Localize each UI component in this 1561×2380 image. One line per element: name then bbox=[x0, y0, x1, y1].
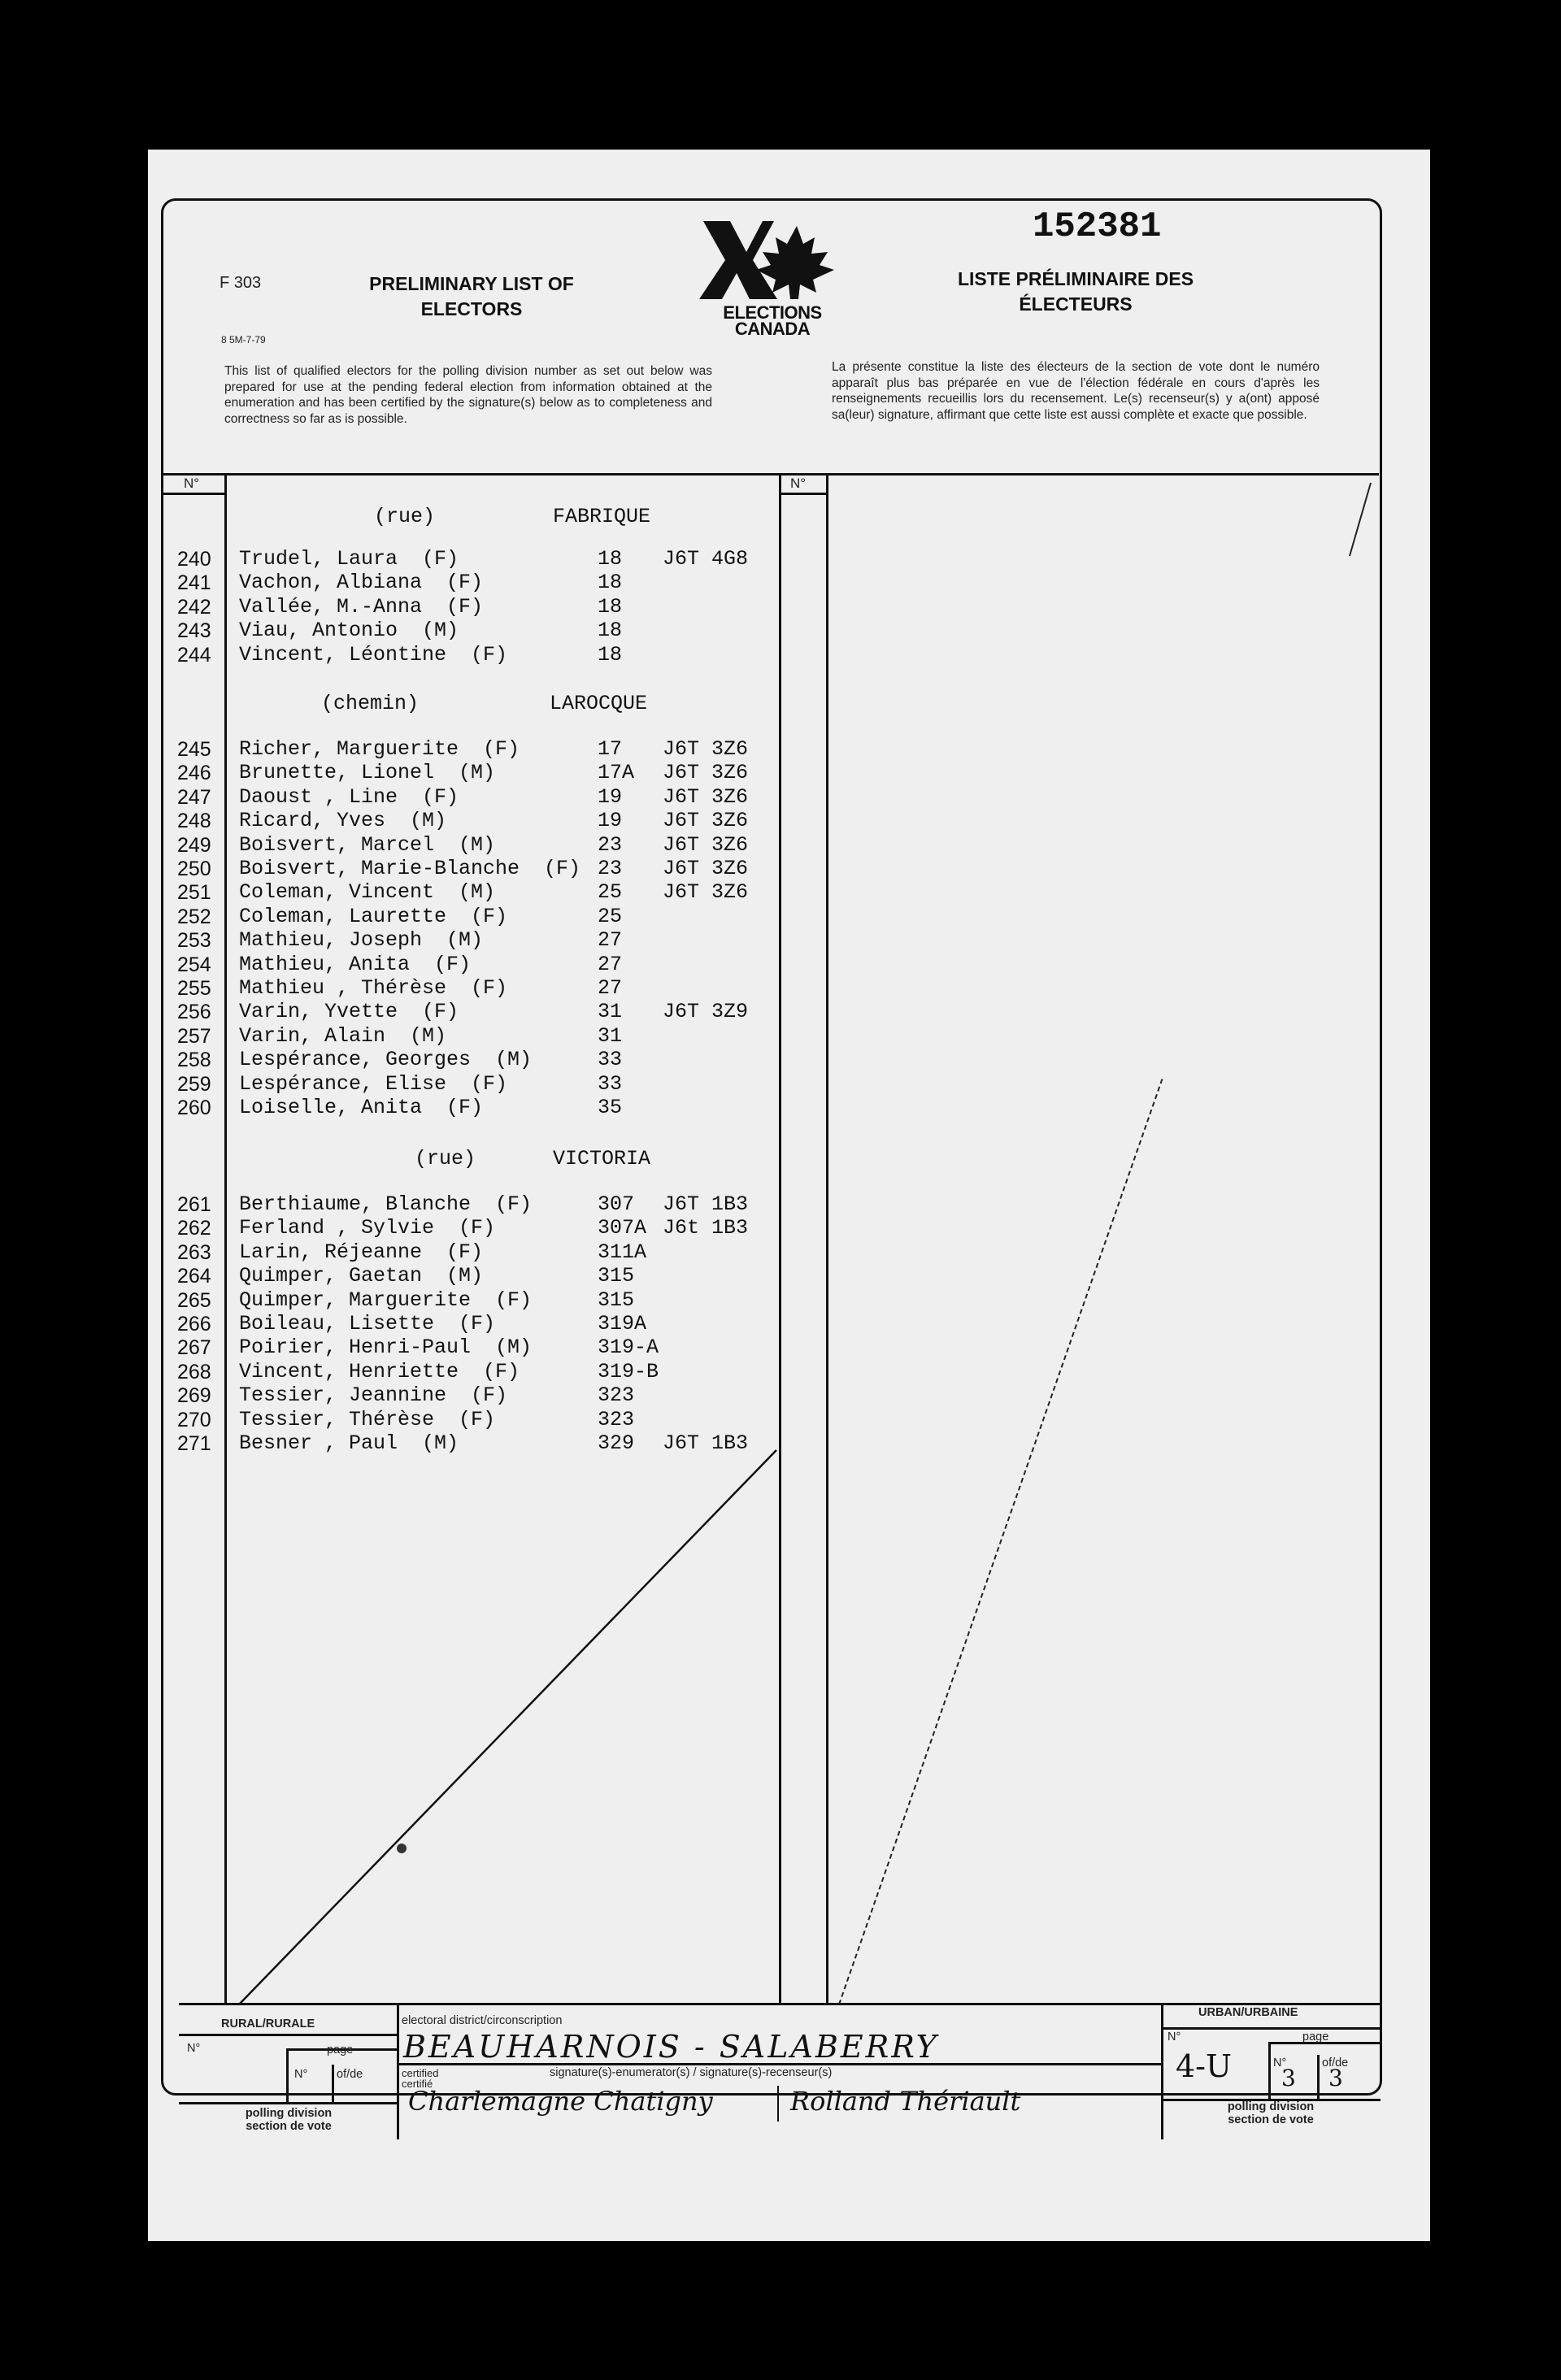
rural-page-no-label: N° bbox=[294, 2068, 308, 2081]
elector-number: 242 bbox=[177, 595, 211, 619]
elector-address: 17A bbox=[598, 761, 635, 785]
elector-name: Tessier, Thérèse bbox=[239, 1407, 435, 1431]
elector-number: 266 bbox=[177, 1313, 211, 1335]
ink-dot bbox=[397, 1844, 407, 1853]
elector-number: 250 bbox=[177, 858, 211, 880]
elector-name: Poirier, Henri-Paul bbox=[239, 1335, 472, 1360]
elector-sex: (F) bbox=[495, 1288, 533, 1312]
elector-sex: (F) bbox=[446, 1240, 484, 1264]
elector-number: 263 bbox=[177, 1240, 211, 1264]
elector-number: 271 bbox=[177, 1432, 211, 1455]
elector-name: Quimper, Marguerite bbox=[239, 1288, 472, 1312]
urban-page-label: page bbox=[1302, 2030, 1329, 2043]
urban-no-label: N° bbox=[1167, 2030, 1181, 2043]
elector-name: Coleman, Vincent bbox=[239, 880, 435, 905]
elector-name: Varin, Yvette bbox=[239, 1000, 398, 1024]
street-name: VICTORIA bbox=[553, 1147, 651, 1170]
elector-postal-code: J6T 3Z6 bbox=[663, 832, 749, 857]
elector-sex: (F) bbox=[495, 1192, 533, 1216]
elector-sex: (M) bbox=[446, 1264, 484, 1288]
elector-address: 31 bbox=[598, 1000, 623, 1024]
elector-number: 259 bbox=[177, 1072, 211, 1096]
elector-sex: (F) bbox=[459, 1312, 496, 1335]
elector-sex: (F) bbox=[483, 1359, 520, 1383]
signature-separator bbox=[777, 2086, 779, 2122]
elector-address: 315 bbox=[598, 1264, 635, 1288]
elector-sex: (M) bbox=[422, 1431, 459, 1455]
elector-address: 311A bbox=[598, 1240, 647, 1264]
elector-address: 23 bbox=[598, 857, 623, 880]
elector-sex: (F) bbox=[459, 1407, 496, 1431]
elector-name: Boileau, Lisette bbox=[239, 1312, 435, 1335]
elector-number: 249 bbox=[177, 833, 211, 857]
elector-number: 255 bbox=[177, 977, 211, 1000]
elector-number: 261 bbox=[177, 1193, 211, 1216]
elector-name: Quimper, Gaetan bbox=[239, 1264, 423, 1288]
elector-number: 258 bbox=[177, 1049, 211, 1072]
elector-sex: (F) bbox=[459, 1216, 496, 1240]
cancel-line-right bbox=[839, 1078, 1163, 2004]
elector-sex: (F) bbox=[446, 1096, 484, 1119]
footer-top-rule bbox=[179, 2003, 1381, 2005]
title-en-line2: ELECTORS bbox=[420, 298, 523, 319]
district-label: electoral district/circonscription bbox=[402, 2014, 563, 2027]
elector-address: 35 bbox=[598, 1096, 623, 1119]
elector-number: 243 bbox=[177, 619, 211, 643]
district-value: BEAUHARNOIS - SALABERRY bbox=[403, 2029, 939, 2065]
elector-sex: (F) bbox=[422, 784, 459, 809]
elector-number: 254 bbox=[177, 953, 211, 976]
elector-number: 252 bbox=[177, 905, 211, 928]
elector-number: 270 bbox=[177, 1408, 211, 1431]
elector-sex: (F) bbox=[471, 642, 508, 667]
rural-polling-label bbox=[187, 2107, 390, 2133]
elector-number: 247 bbox=[177, 785, 211, 809]
rural-of-label: of/de bbox=[337, 2068, 363, 2081]
elector-address: 31 bbox=[598, 1023, 623, 1048]
rural-polling-label-fr: section de vote bbox=[246, 2120, 332, 2133]
rural-page-label: page bbox=[327, 2043, 354, 2056]
elector-address: 319-A bbox=[598, 1335, 659, 1360]
elector-number: 240 bbox=[177, 548, 211, 571]
elector-name: Tessier, Jeannine bbox=[239, 1383, 447, 1408]
title-en-line1: PRELIMINARY LIST OF bbox=[369, 273, 574, 294]
rural-no-label: N° bbox=[187, 2042, 201, 2055]
elector-name: Ricard, Yves bbox=[239, 809, 386, 833]
logo-text-line2: CANADA bbox=[734, 319, 811, 339]
street-type: (chemin) bbox=[321, 692, 420, 715]
page-of: 3 bbox=[1328, 2065, 1343, 2091]
no-right-header: N° bbox=[790, 476, 807, 491]
elector-name: Richer, Marguerite bbox=[239, 737, 459, 761]
elector-sex: (F) bbox=[422, 1000, 459, 1024]
elector-postal-code: J6T 3Z6 bbox=[663, 761, 749, 785]
cancel-line-top bbox=[1350, 483, 1371, 556]
elector-address: 18 bbox=[598, 571, 623, 595]
rural-polling-rule bbox=[179, 2102, 397, 2104]
elector-address: 319A bbox=[598, 1312, 647, 1335]
signature-label: signature(s)-enumerator(s) / signature(s)-recenseur(s) bbox=[550, 2066, 833, 2079]
signature-enumerator-2: Rolland Thériault bbox=[790, 2086, 1021, 2117]
elector-number: 256 bbox=[177, 1001, 211, 1024]
elector-postal-code: J6T 1B3 bbox=[663, 1192, 749, 1216]
elector-postal-code: J6T 4G8 bbox=[663, 547, 749, 571]
elector-name: Lespérance, Georges bbox=[239, 1048, 472, 1072]
page-number: 3 bbox=[1281, 2065, 1296, 2091]
urban-polling-label-fr: section de vote bbox=[1228, 2113, 1314, 2126]
elector-name: Vallée, M.-Anna bbox=[239, 594, 423, 619]
elector-name: Lespérance, Elise bbox=[239, 1071, 447, 1096]
elector-name: Boisvert, Marie-Blanche bbox=[239, 857, 520, 880]
elector-sex: (F) bbox=[544, 857, 581, 880]
urban-of-divider bbox=[1317, 2055, 1320, 2099]
elector-postal-code: J6T 3Z6 bbox=[663, 880, 749, 905]
elector-name: Boisvert, Marcel bbox=[239, 832, 435, 857]
elector-sex: (F) bbox=[471, 1383, 508, 1408]
elector-address: 33 bbox=[598, 1048, 623, 1072]
elector-name: Loiselle, Anita bbox=[239, 1096, 423, 1119]
elector-address: 27 bbox=[598, 928, 623, 953]
elector-address: 18 bbox=[598, 619, 623, 643]
intro-en: This list of qualified electors for the polling division number as set out below was prepared for use at the pending federal election from information obtained at the enumeration and has been certified by the signature(s) below as to completeness and correctness so far as is possible. bbox=[224, 364, 712, 426]
elector-postal-code: J6T 3Z9 bbox=[663, 1000, 749, 1024]
rural-label-rule bbox=[179, 2034, 397, 2036]
urban-label-rule bbox=[1161, 2027, 1381, 2030]
elector-sex: (M) bbox=[422, 619, 459, 643]
elector-number: 248 bbox=[177, 810, 211, 833]
title-fr-line1: LISTE PRÉLIMINAIRE DES bbox=[957, 268, 1194, 289]
elector-sex: (M) bbox=[459, 761, 496, 785]
elector-address: 18 bbox=[598, 594, 623, 619]
elector-number: 241 bbox=[177, 571, 211, 595]
serial-number: 152381 bbox=[1033, 206, 1162, 247]
elector-number: 244 bbox=[177, 643, 211, 667]
elector-sex: (M) bbox=[410, 1023, 447, 1048]
elector-name: Besner , Paul bbox=[239, 1431, 398, 1455]
urban-polling-label bbox=[1167, 2100, 1374, 2126]
signature-enumerator-1: Charlemagne Chatigny bbox=[408, 2086, 713, 2117]
elector-name: Larin, Réjeanne bbox=[239, 1240, 423, 1264]
certified-label-en: certified bbox=[402, 2067, 439, 2079]
elector-number: 253 bbox=[177, 929, 211, 953]
urban-page-divider bbox=[1268, 2042, 1271, 2099]
elector-number: 246 bbox=[177, 762, 211, 785]
street-name: LAROCQUE bbox=[550, 692, 648, 715]
urban-label: URBAN/URBAINE bbox=[1198, 2006, 1298, 2019]
rural-page-divider bbox=[286, 2048, 289, 2102]
elector-address: 307 bbox=[598, 1192, 635, 1216]
elector-address: 329 bbox=[598, 1431, 635, 1455]
elector-name: Vachon, Albiana bbox=[239, 571, 423, 595]
elector-address: 23 bbox=[598, 832, 623, 857]
certified-label-fr: certifié bbox=[402, 2078, 433, 2090]
elector-address: 27 bbox=[598, 952, 623, 976]
elector-sex: (M) bbox=[410, 809, 447, 833]
rural-label: RURAL/RURALE bbox=[221, 2017, 315, 2030]
elector-address: 25 bbox=[598, 880, 623, 905]
elector-address: 19 bbox=[598, 784, 623, 809]
urban-of-label: of/de bbox=[1322, 2056, 1349, 2069]
urban-polling-label-en: polling division bbox=[1227, 2100, 1315, 2113]
elector-sex: (F) bbox=[446, 594, 484, 619]
elector-number: 257 bbox=[177, 1024, 211, 1048]
elector-number: 268 bbox=[177, 1360, 211, 1383]
elector-name: Vincent, Henriette bbox=[239, 1359, 459, 1383]
elector-address: 17 bbox=[598, 737, 623, 761]
elector-postal-code: J6T 3Z6 bbox=[663, 809, 749, 833]
elector-name: Mathieu, Anita bbox=[239, 952, 411, 976]
footer-right-divider bbox=[1161, 2003, 1163, 2139]
street-type: (rue) bbox=[415, 1147, 476, 1170]
elector-address: 315 bbox=[598, 1288, 635, 1312]
no-left-header: N° bbox=[184, 476, 200, 491]
elector-name: Varin, Alain bbox=[239, 1023, 386, 1048]
elector-number: 245 bbox=[177, 738, 211, 761]
street-type: (rue) bbox=[374, 505, 436, 528]
rural-polling-label-en: polling division bbox=[245, 2107, 333, 2120]
elector-number: 260 bbox=[177, 1097, 211, 1119]
elector-name: Vincent, Léontine bbox=[239, 642, 447, 667]
elector-name: Viau, Antonio bbox=[239, 619, 398, 643]
elector-address: 323 bbox=[598, 1383, 635, 1408]
elector-address: 18 bbox=[598, 547, 623, 571]
elector-address: 27 bbox=[598, 976, 623, 1000]
elector-sex: (F) bbox=[471, 1071, 508, 1096]
footer-left-divider bbox=[397, 2003, 399, 2139]
print-code: 8 5M-7-79 bbox=[221, 334, 266, 345]
elector-address: 33 bbox=[598, 1071, 623, 1096]
elector-name: Daoust , Line bbox=[239, 784, 398, 809]
elector-address: 319-B bbox=[598, 1359, 659, 1383]
elector-name: Trudel, Laura bbox=[239, 547, 398, 571]
elector-postal-code: J6t 1B3 bbox=[663, 1216, 749, 1240]
elector-name: Coleman, Laurette bbox=[239, 904, 447, 928]
elector-postal-code: J6T 3Z6 bbox=[663, 857, 749, 880]
elector-sex: (F) bbox=[471, 904, 508, 928]
elector-sex: (F) bbox=[422, 547, 459, 571]
elector-sex: (F) bbox=[446, 571, 484, 595]
elector-address: 19 bbox=[598, 809, 623, 833]
form-code: F 303 bbox=[220, 274, 262, 292]
elector-address: 323 bbox=[598, 1407, 635, 1431]
elector-sex: (M) bbox=[495, 1048, 533, 1072]
elector-number: 262 bbox=[177, 1217, 211, 1240]
street-name: FABRIQUE bbox=[553, 505, 651, 528]
urban-page-no-label: N° bbox=[1273, 2056, 1287, 2069]
intro-fr: La présente constitue la liste des électeurs de la section de vote dont le numéro apparaît plus bas préparée en vue de l'élection fédérale en cours d'après les renseignements recueillis lors du recensement. Le(s) recenseur(s) y a(ont) apposé sa(leur) signature, affirmant que cette liste est aussi complète et exacte que possible. bbox=[832, 360, 1320, 422]
elector-number: 267 bbox=[177, 1336, 211, 1360]
elector-number: 269 bbox=[177, 1384, 211, 1408]
elector-name: Mathieu , Thérèse bbox=[239, 976, 447, 1000]
elector-number: 264 bbox=[177, 1265, 211, 1288]
elector-postal-code: J6T 3Z6 bbox=[663, 784, 749, 809]
elector-address: 18 bbox=[598, 642, 623, 667]
elector-postal-code: J6T 3Z6 bbox=[663, 737, 749, 761]
elector-sex: (M) bbox=[459, 832, 496, 857]
logo-text-line1: ELECTIONS bbox=[723, 302, 822, 323]
rural-of-divider bbox=[332, 2065, 334, 2102]
elector-sex: (M) bbox=[495, 1335, 533, 1360]
elector-number: 251 bbox=[177, 881, 211, 905]
elector-sex: (F) bbox=[471, 976, 508, 1000]
elector-number: 265 bbox=[177, 1288, 211, 1312]
elector-sex: (M) bbox=[459, 880, 496, 905]
elector-name: Brunette, Lionel bbox=[239, 761, 435, 785]
elector-address: 307A bbox=[598, 1216, 647, 1240]
polling-division-number: 4-U bbox=[1176, 2048, 1233, 2084]
elector-postal-code: J6T 1B3 bbox=[663, 1431, 749, 1455]
elector-name: Ferland , Sylvie bbox=[239, 1216, 435, 1240]
cancel-line-left bbox=[239, 1450, 776, 2004]
elector-sex: (F) bbox=[483, 737, 520, 761]
elector-name: Mathieu, Joseph bbox=[239, 928, 423, 953]
elector-address: 25 bbox=[598, 904, 623, 928]
title-fr-line2: ÉLECTEURS bbox=[1019, 293, 1133, 315]
elector-sex: (M) bbox=[446, 928, 484, 953]
elector-name: Berthiaume, Blanche bbox=[239, 1192, 472, 1216]
elector-sex: (F) bbox=[434, 952, 472, 976]
